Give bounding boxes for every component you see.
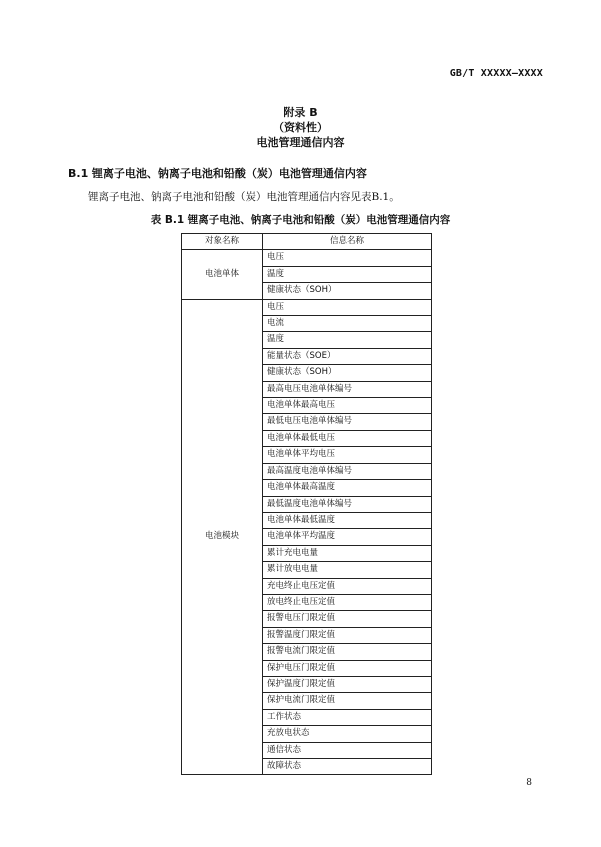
standard-code: GB/T XXXXX—XXXX	[449, 68, 543, 79]
appendix-title: 电池管理通信内容	[256, 136, 345, 149]
info-name-cell: 电池单体最高温度	[263, 480, 432, 496]
info-name-cell: 电压	[263, 250, 432, 266]
info-name-cell: 保护温度门限定值	[263, 676, 432, 692]
section-number: B.1	[68, 167, 89, 180]
info-name-cell: 报警电压门限定值	[263, 611, 432, 627]
info-name-cell: 最低温度电池单体编号	[263, 496, 432, 512]
info-name-cell: 最高温度电池单体编号	[263, 463, 432, 479]
header-info-name: 信息名称	[263, 234, 432, 250]
appendix-nature: （资料性）	[273, 121, 328, 134]
info-name-cell: 累计放电电量	[263, 562, 432, 578]
info-name-cell: 累计充电电量	[263, 545, 432, 561]
info-name-cell: 报警温度门限定值	[263, 627, 432, 643]
info-name-cell: 健康状态（SOH）	[263, 365, 432, 381]
info-name-cell: 保护电流门限定值	[263, 693, 432, 709]
info-name-cell: 最低电压电池单体编号	[263, 414, 432, 430]
table-header-row	[182, 234, 432, 250]
info-name-cell: 最高电压电池单体编号	[263, 381, 432, 397]
info-name-cell: 健康状态（SOH）	[263, 283, 432, 299]
section-paragraph: 锂离子电池、钠离子电池和铅酸（炭）电池管理通信内容见表B.1。	[88, 191, 400, 203]
info-name-cell: 报警电流门限定值	[263, 644, 432, 660]
info-name-cell: 电池单体平均电压	[263, 447, 432, 463]
table-row	[182, 299, 432, 315]
info-name-cell: 电池单体最低温度	[263, 512, 432, 528]
info-name-cell: 通信状态	[263, 742, 432, 758]
table-row	[182, 250, 432, 266]
info-name-cell: 充电终止电压定值	[263, 578, 432, 594]
info-name-cell: 放电终止电压定值	[263, 594, 432, 610]
page-number: 8	[526, 778, 532, 788]
info-name-cell: 电池单体最低电压	[263, 430, 432, 446]
object-name-cell: 电池单体	[182, 250, 263, 299]
info-name-cell: 电流	[263, 316, 432, 332]
object-name-cell: 电池模块	[182, 299, 263, 775]
info-name-cell: 工作状态	[263, 709, 432, 725]
header-object-name: 对象名称	[182, 234, 263, 250]
info-name-cell: 故障状态	[263, 759, 432, 775]
info-name-cell: 电池单体最高电压	[263, 398, 432, 414]
section-heading	[68, 165, 367, 181]
info-name-cell: 温度	[263, 266, 432, 282]
communication-content-table	[181, 233, 432, 775]
info-name-cell: 电压	[263, 299, 432, 315]
appendix-label: 附录 B	[283, 106, 318, 119]
section-title: 锂离子电池、钠离子电池和铅酸（炭）电池管理通信内容	[91, 167, 367, 180]
table-caption: 表 B.1 锂离子电池、钠离子电池和铅酸（炭）电池管理通信内容	[150, 214, 451, 226]
info-name-cell: 能量状态（SOE）	[263, 348, 432, 364]
info-name-cell: 保护电压门限定值	[263, 660, 432, 676]
info-name-cell: 温度	[263, 332, 432, 348]
info-name-cell: 充放电状态	[263, 726, 432, 742]
info-name-cell: 电池单体平均温度	[263, 529, 432, 545]
